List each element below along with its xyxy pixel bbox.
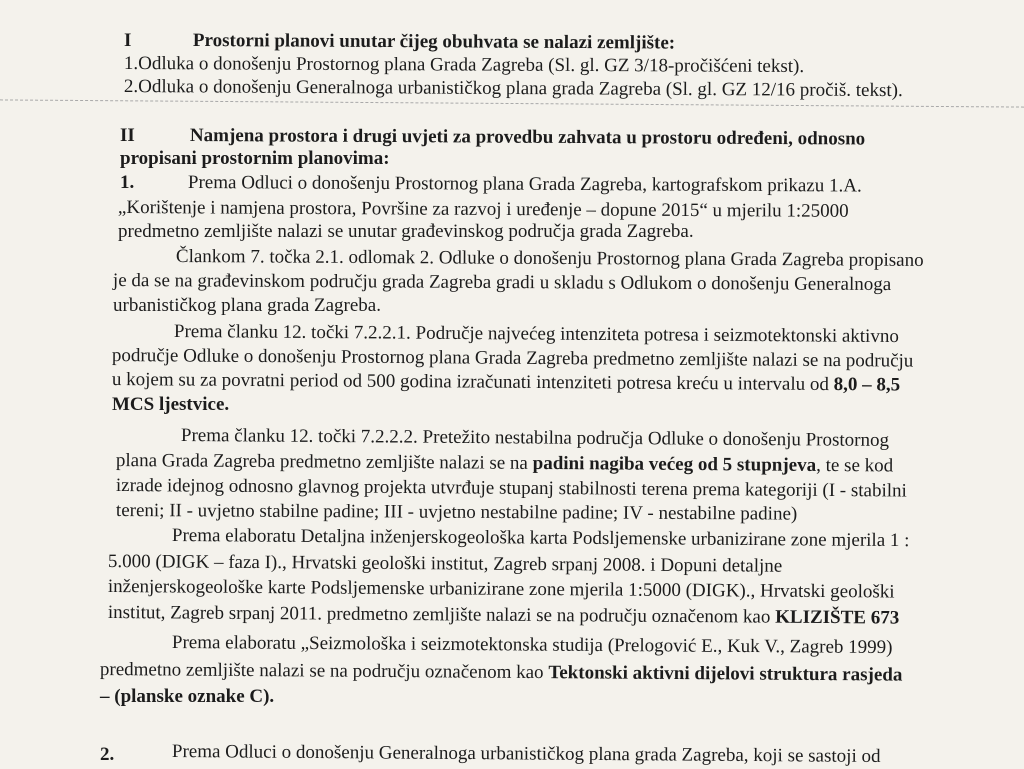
section-i-number: I (124, 30, 132, 51)
paragraph-6-line-1: Prema elaboratu „Seizmološka i seizmotektonska studija (Prelogović E., Kuk V., Zagreb 1999) (171, 632, 893, 659)
section-i-heading: Prostorni planovi unutar čijeg obuhvata se nalazi zemljište: (192, 29, 676, 54)
paragraph-4-text: plana Grada Zagreba predmetno zemljište nalazi se na (115, 449, 533, 474)
item-1-number: 1. (120, 172, 135, 193)
paragraph-2-line-3: urbanističkog plana grada Zagreba. (113, 295, 381, 316)
paragraph-1-line-1: Prema Odluci o donošenju Prostornog plana Grada Zagreba, kartografskom prikazu 1.A. (187, 171, 862, 197)
paragraph-5-line-2: 5.000 (DIGK – faza I)., Hrvatski geološki institut, Zagreb srpanj 2008. i Dopuni detaljne (107, 551, 783, 577)
paragraph-6-line-2 (100, 658, 903, 688)
paragraph-4-line-1: Prema članku 12. točki 7.2.2.2. Pretežito nestabilna područja Odluke o donošenju Prostornog (180, 424, 890, 451)
section-i-item-2: 2.Odluka o donošenju Generalnoga urbanističkog plana grada Zagreba (Sl. gl. GZ 12/16 pročiš. tekst). (123, 75, 903, 102)
section-i-item-1: 1.Odluka o donošenju Prostornog plana Grada Zagreba (Sl. gl. GZ 3/18-pročišćeni tekst). (123, 52, 805, 77)
paragraph-3-line-1: Prema članku 12. točki 7.2.2.1. Područje najvećeg intenziteta potresa i seizmotektonski aktivno (173, 320, 899, 348)
paragraph-6-text: predmetno zemljište nalazi se na području označenom kao (99, 659, 549, 684)
paragraph-4-text-end: , te se kod (816, 454, 894, 477)
paragraph-4-line-4: tereni; II - uvjetno stabilne padine; III - uvjetno nestabilne padine; IV - nestabilne padine) (115, 500, 798, 525)
paragraph-2-line-1: Člankom 7. točka 2.1. odlomak 2. Odluke o donošenju Prostornog plana Grada Zagreba propisano (175, 245, 924, 271)
paragraph-5-line-3: inženjerskogeološke karte Podsljemenske urbanizirane zone mjerila 1:5000 (DIGK)., Hrvatski geološki (107, 576, 895, 603)
paragraph-2-line-2: je da se na građevinskom području grada Zagreba gradi u skladu s Odlukom o donošenju Generalnoga (112, 270, 892, 296)
paragraph-7-line-1: Prema Odluci o donošenju Generalnoga urbanističkog plana grada Zagreba, koji se sastoji od (171, 741, 881, 767)
paragraph-1-line-2: „Korištenje i namjena prostora, Površine za razvoj i uređenje – dopune 2015“ u mjerilu 1:25000 (117, 196, 849, 222)
paragraph-4-line-3: izrade idejnog odnosno glavnog projekta utvrđuje stupanj stabilnosti terena prema kategoriji (I - stabilni (115, 474, 907, 502)
section-ii-heading-line-2: propisani prostornim planovima: (120, 148, 390, 169)
slope-condition: padini nagiba većeg od 5 stupnjeva (532, 452, 817, 476)
section-ii-heading-line-1: Namjena prostora i drugi uvjeti za provedbu zahvata u prostoru određeni, odnosno (189, 124, 866, 150)
item-2-number: 2. (100, 744, 115, 765)
paragraph-6-line-3: – (planske oznake C). (100, 686, 275, 707)
paragraph-5-line-1: Prema elaboratu Detaljna inženjerskogeološka karta Podsljemenske urbanizirane zone mjerila 1 : (171, 525, 910, 552)
paragraph-3-line-4: MCS ljestvice. (112, 394, 230, 415)
paragraph-1-line-3: predmetno zemljište nalazi se unutar građevinskog područja grada Zagreba. (118, 221, 694, 242)
paragraph-3-line-3 (112, 368, 900, 398)
intensity-range: 8,0 – 8,5 (833, 374, 901, 396)
landslide-label: KLIZIŠTE 673 (775, 606, 900, 629)
section-ii-number: II (120, 125, 135, 146)
paragraph-5-line-4 (108, 601, 899, 631)
fault-structures-label: Tektonski aktivni dijelovi struktura rasjeda (548, 662, 903, 686)
paragraph-3-line-2: područje Odluke o donošenju Prostornog plana Grada Zagreba predmetno zemljište nalazi se na području (111, 344, 914, 372)
paragraph-5-text: institut, Zagreb srpanj 2011. predmetno zemljište nalazi se na području označenom kao (107, 602, 776, 628)
paragraph-3-text: u kojem su za povratni period od 500 godina izračunati intenziteti potresa kreću u intervalu od (111, 368, 834, 396)
